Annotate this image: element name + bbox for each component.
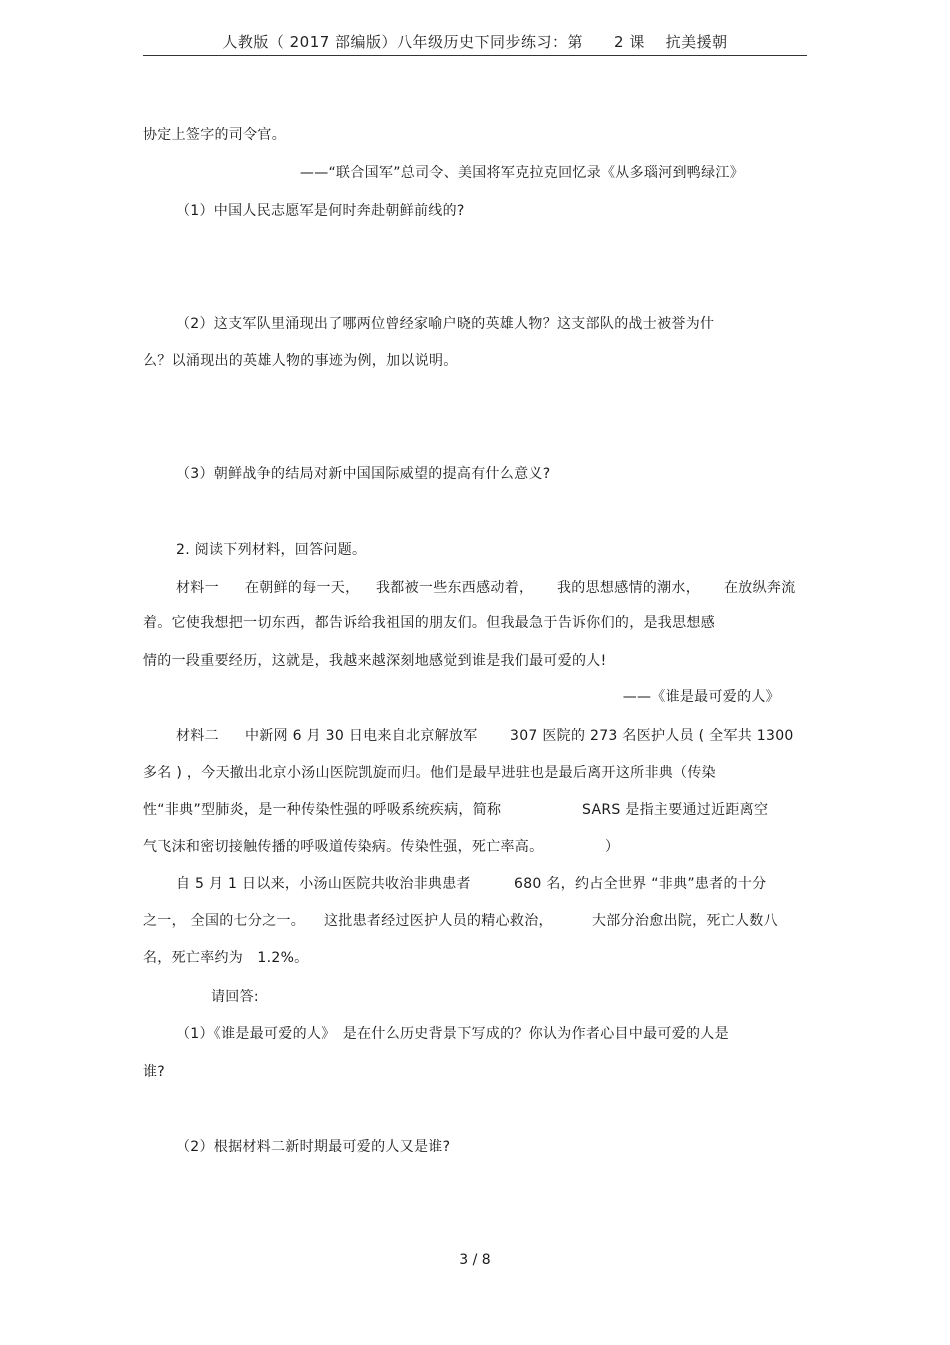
text-line: 协定上签字的司令官。 xyxy=(143,127,286,143)
material-2-text: 307 医院的 273 名医护人员 ( 全军共 1300 xyxy=(510,728,794,744)
material-1-text: 我的思想感情的潮水， xyxy=(557,580,700,596)
material-2-text: 这批患者经过医护人员的精心救治， xyxy=(324,913,553,929)
material-2-text: 大部分治愈出院，死亡人数八 xyxy=(592,913,778,929)
material-1-text: 着。它使我想把一切东西，都告诉给我祖国的朋友们。但我最急于告诉你们的，是我思想感 xyxy=(143,615,715,631)
page-number: 3 / 8 xyxy=(459,1252,491,1268)
question-2-2: （2）根据材料二新时期最可爱的人又是谁? xyxy=(176,1139,451,1155)
header-divider xyxy=(143,55,807,56)
material-2-text: 名，死亡率约为 1.2%。 xyxy=(143,950,309,966)
material-2-label: 材料二 xyxy=(176,728,219,744)
material-1-text: 情的一段重要经历，这就是，我越来越深刻地感觉到谁是我们最可爱的人! xyxy=(143,653,607,669)
material-1-label: 材料一 xyxy=(176,580,219,596)
page-header: 人教版（ 2017 部编版）八年级历史下同步练习：第 2 课 抗美援朝 xyxy=(222,33,728,51)
material-2-text: 气飞沫和密切接触传播的呼吸道传染病。传染性强，死亡率高。 xyxy=(143,839,544,855)
material-2-text: 性“非典”型肺炎，是一种传染性强的呼吸系统疾病，简称 xyxy=(143,802,502,818)
material-2-text: ） xyxy=(605,839,620,855)
material-2-text: 中新网 6 月 30 日电来自北京解放军 xyxy=(245,728,478,744)
answer-prompt: 请回答: xyxy=(211,989,259,1005)
material-1-text: 在放纵奔流 xyxy=(724,580,796,596)
question-2: （2）这支军队里涌现出了哪两位曾经家喻户晓的英雄人物？这支部队的战士被誉为什 xyxy=(176,316,715,332)
question-1: （1）中国人民志愿军是何时奔赴朝鲜前线的? xyxy=(176,203,465,219)
question-3: （3）朝鲜战争的结局对新中国国际威望的提高有什么意义? xyxy=(176,466,551,482)
material-1-source: ——《谁是最可爱的人》 xyxy=(622,689,780,705)
material-2-text: 多名 ) ，今天撤出北京小汤山医院凯旋而归。他们是最早进驻也是最后离开这所非典（传染 xyxy=(143,765,716,781)
material-1-text: 在朝鲜的每一天， xyxy=(245,580,360,596)
material-2-text: SARS 是指主要通过近距离空 xyxy=(582,802,769,818)
material-2-text: 之一， 全国的七分之一。 xyxy=(143,913,306,929)
exercise-2-title: 2. 阅读下列材料，回答问题。 xyxy=(176,542,367,558)
question-2-1-cont: 谁? xyxy=(143,1064,166,1080)
source-citation: ——“联合国军”总司令、美国将军克拉克回忆录《从多瑙河到鸭绿江》 xyxy=(299,165,744,181)
material-2-text: 680 名，约占全世界 “非典”患者的十分 xyxy=(514,876,767,892)
material-1-text: 我都被一些东西感动着， xyxy=(376,580,534,596)
question-2-1: （1）《谁是最可爱的人》 是在什么历史背景下写成的？你认为作者心目中最可爱的人是 xyxy=(176,1026,729,1042)
question-2-cont: 么？以涌现出的英雄人物的事迹为例，加以说明。 xyxy=(143,353,458,369)
material-2-text: 自 5 月 1 日以来，小汤山医院共收治非典患者 xyxy=(176,876,471,892)
